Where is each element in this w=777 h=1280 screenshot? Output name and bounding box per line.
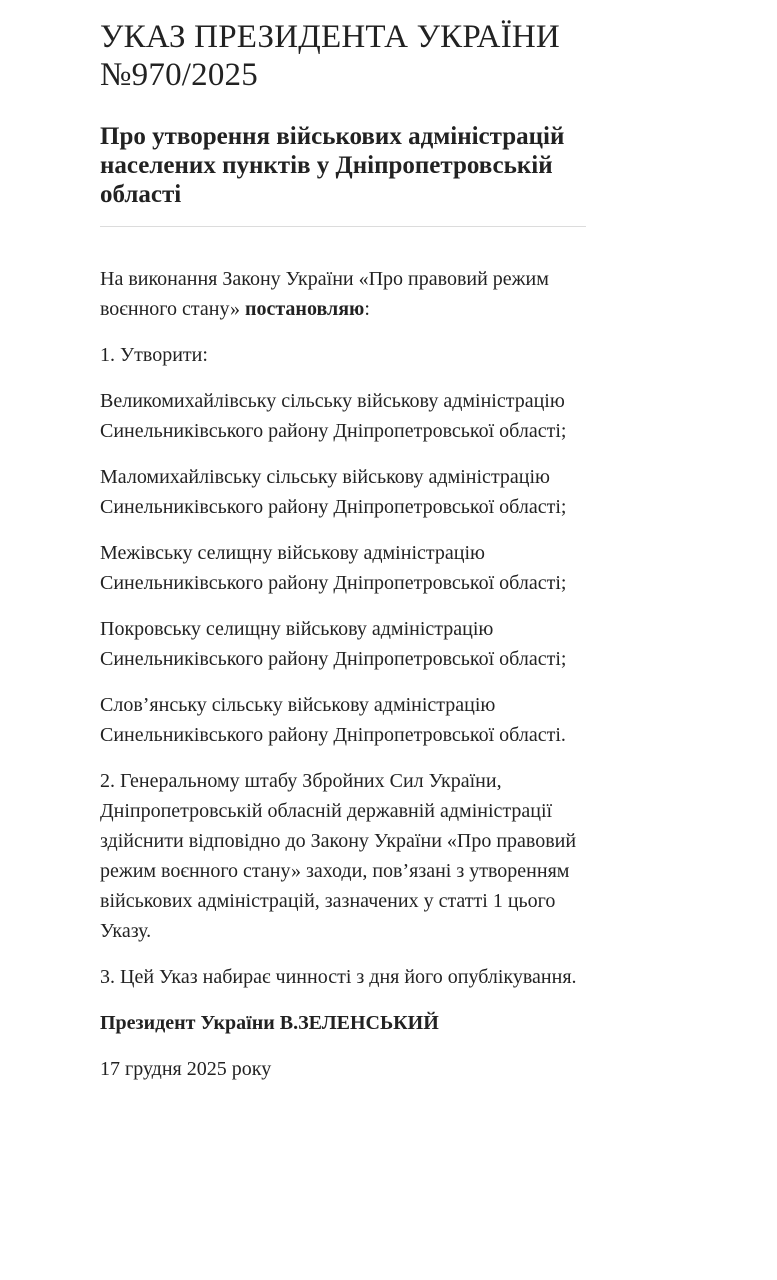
decree-title (100, 18, 590, 94)
decree-number: №970/2025 (100, 57, 258, 93)
preamble-end: : (364, 298, 370, 320)
item1-entry: Великомихайлівську сільську військову адміністрацію Синельниківського району Дніпропетровської області; (100, 390, 567, 442)
decree-document (100, 18, 590, 1080)
decree-date: 17 грудня 2025 року (100, 1058, 272, 1080)
preamble-text: На виконання Закону України «Про правовий режим воєнного стану» (100, 268, 549, 320)
signature: Президент України В.ЗЕЛЕНСЬКИЙ (100, 1012, 439, 1034)
item2-paragraph: 2. Генеральному штабу Збройних Сил України, Дніпропетровській обласній державній адміністрації здійснити відповідно до Закону України «Про правовий режим воєнного стану» заходи, пов’язані з утворенням військових адміністрацій, зазначених у статті 1 цього Указу. (100, 770, 577, 942)
title-divider (100, 226, 586, 227)
decree-title-line1: УКАЗ ПРЕЗИДЕНТА УКРАЇНИ (100, 19, 560, 55)
preamble-paragraph (100, 264, 590, 324)
decree-subtitle: Про утворення військових адміністрацій населених пунктів у Дніпропетровській області (100, 123, 565, 208)
item1-heading: 1. Утворити: (100, 344, 208, 366)
item3-paragraph: 3. Цей Указ набирає чинності з дня його опублікування. (100, 966, 577, 988)
item1-entry: Маломихайлівську сільську військову адміністрацію Синельниківського району Дніпропетровської області; (100, 466, 567, 518)
item1-entry: Покровську селищну військову адміністрацію Синельниківського району Дніпропетровської області; (100, 618, 567, 670)
preamble-decree-word: постановляю (244, 298, 365, 320)
decree-body (100, 264, 590, 1100)
item1-entry: Слов’янську сільську військову адміністрацію Синельниківського району Дніпропетровської області. (100, 694, 566, 746)
item1-entry: Межівську селищну військову адміністрацію Синельниківського району Дніпропетровської області; (100, 542, 567, 594)
